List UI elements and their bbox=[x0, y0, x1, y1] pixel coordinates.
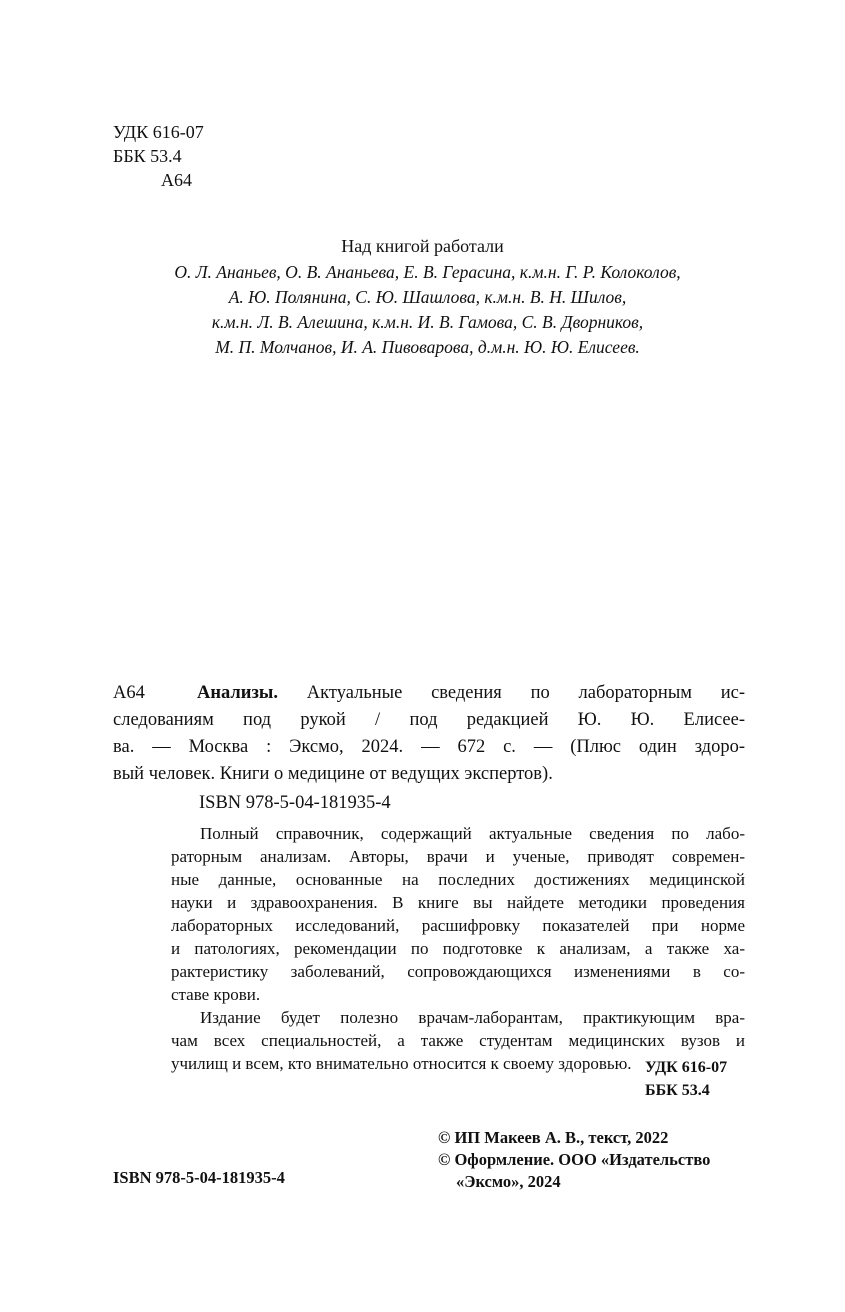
annotation-line: чам всех специальностей, а также студентам медицинских вузов и bbox=[171, 1031, 745, 1050]
biblio-line bbox=[113, 680, 745, 707]
credits-title: Над книгой работали bbox=[341, 236, 504, 256]
annotation-line: училищ и всем, кто внимательно относится к своему здоровью. bbox=[171, 1054, 632, 1073]
credits-line: А. Ю. Полянина, С. Ю. Шашлова, к.м.н. В. Н. Шилов, bbox=[228, 287, 627, 307]
book-title: Анализы. bbox=[197, 683, 278, 703]
annotation-paragraph-1 bbox=[171, 822, 745, 1006]
biblio-line: ва. — Москва : Эксмо, 2024. — 672 с. — (Плюс один здоро- bbox=[113, 737, 745, 757]
annotation-line: и патологиях, рекомендации по подготовке к анализам, а также ха- bbox=[171, 939, 745, 958]
credits-line: к.м.н. Л. В. Алешина, к.м.н. И. В. Гамова, С. В. Дворников, bbox=[211, 312, 644, 332]
copyright-text: © ИП Макеев А. В., текст, 2022 bbox=[438, 1128, 669, 1147]
biblio-line: вый человек. Книги о медицине от ведущих экспертов). bbox=[113, 764, 553, 784]
annotation-line: раторным анализам. Авторы, врачи и ученые, приводят современ- bbox=[171, 847, 745, 866]
isbn-record: ISBN 978-5-04-181935-4 bbox=[199, 793, 391, 813]
biblio-line: следованиям под рукой / под редакцией Ю. Ю. Елисее- bbox=[113, 710, 745, 730]
isbn-bottom: ISBN 978-5-04-181935-4 bbox=[113, 1168, 285, 1187]
copyright-design-cont: «Эксмо», 2024 bbox=[456, 1172, 561, 1191]
udk-code-bottom: УДК 616-07 bbox=[645, 1059, 728, 1076]
annotation-line: науки и здравоохранения. В книге вы найдете методики проведения bbox=[171, 893, 745, 912]
bbk-code: ББК 53.4 bbox=[113, 146, 182, 166]
annotation-line: рактеристику заболеваний, сопровождающихся изменениями в со- bbox=[171, 962, 745, 981]
copyright-design: © Оформление. ООО «Издательство bbox=[438, 1150, 711, 1169]
annotation-line: Издание будет полезно врачам-лаборантам, практикующим вра- bbox=[200, 1008, 745, 1027]
biblio-code: А64 bbox=[113, 683, 145, 703]
udk-code: УДК 616-07 bbox=[113, 122, 204, 142]
annotation-line: лабораторных исследований, расшифровку показателей при норме bbox=[171, 916, 745, 935]
annotation-line: ставе крови. bbox=[171, 985, 261, 1004]
author-sign: А64 bbox=[161, 170, 192, 190]
annotation-line: Полный справочник, содержащий актуальные сведения по лабо- bbox=[200, 824, 745, 843]
annotation-line: ные данные, основанные на последних достижениях медицинской bbox=[171, 870, 745, 889]
biblio-text: Актуальные сведения по лабораторным ис- bbox=[306, 683, 746, 703]
credits-line: О. Л. Ананьев, О. В. Ананьева, Е. В. Герасина, к.м.н. Г. Р. Колоколов, bbox=[174, 262, 681, 282]
bibliographic-record bbox=[113, 680, 745, 788]
bbk-code-bottom: ББК 53.4 bbox=[645, 1082, 710, 1099]
credits-line: М. П. Молчанов, И. А. Пивоварова, д.м.н. Ю. Ю. Елисеев. bbox=[215, 337, 640, 357]
